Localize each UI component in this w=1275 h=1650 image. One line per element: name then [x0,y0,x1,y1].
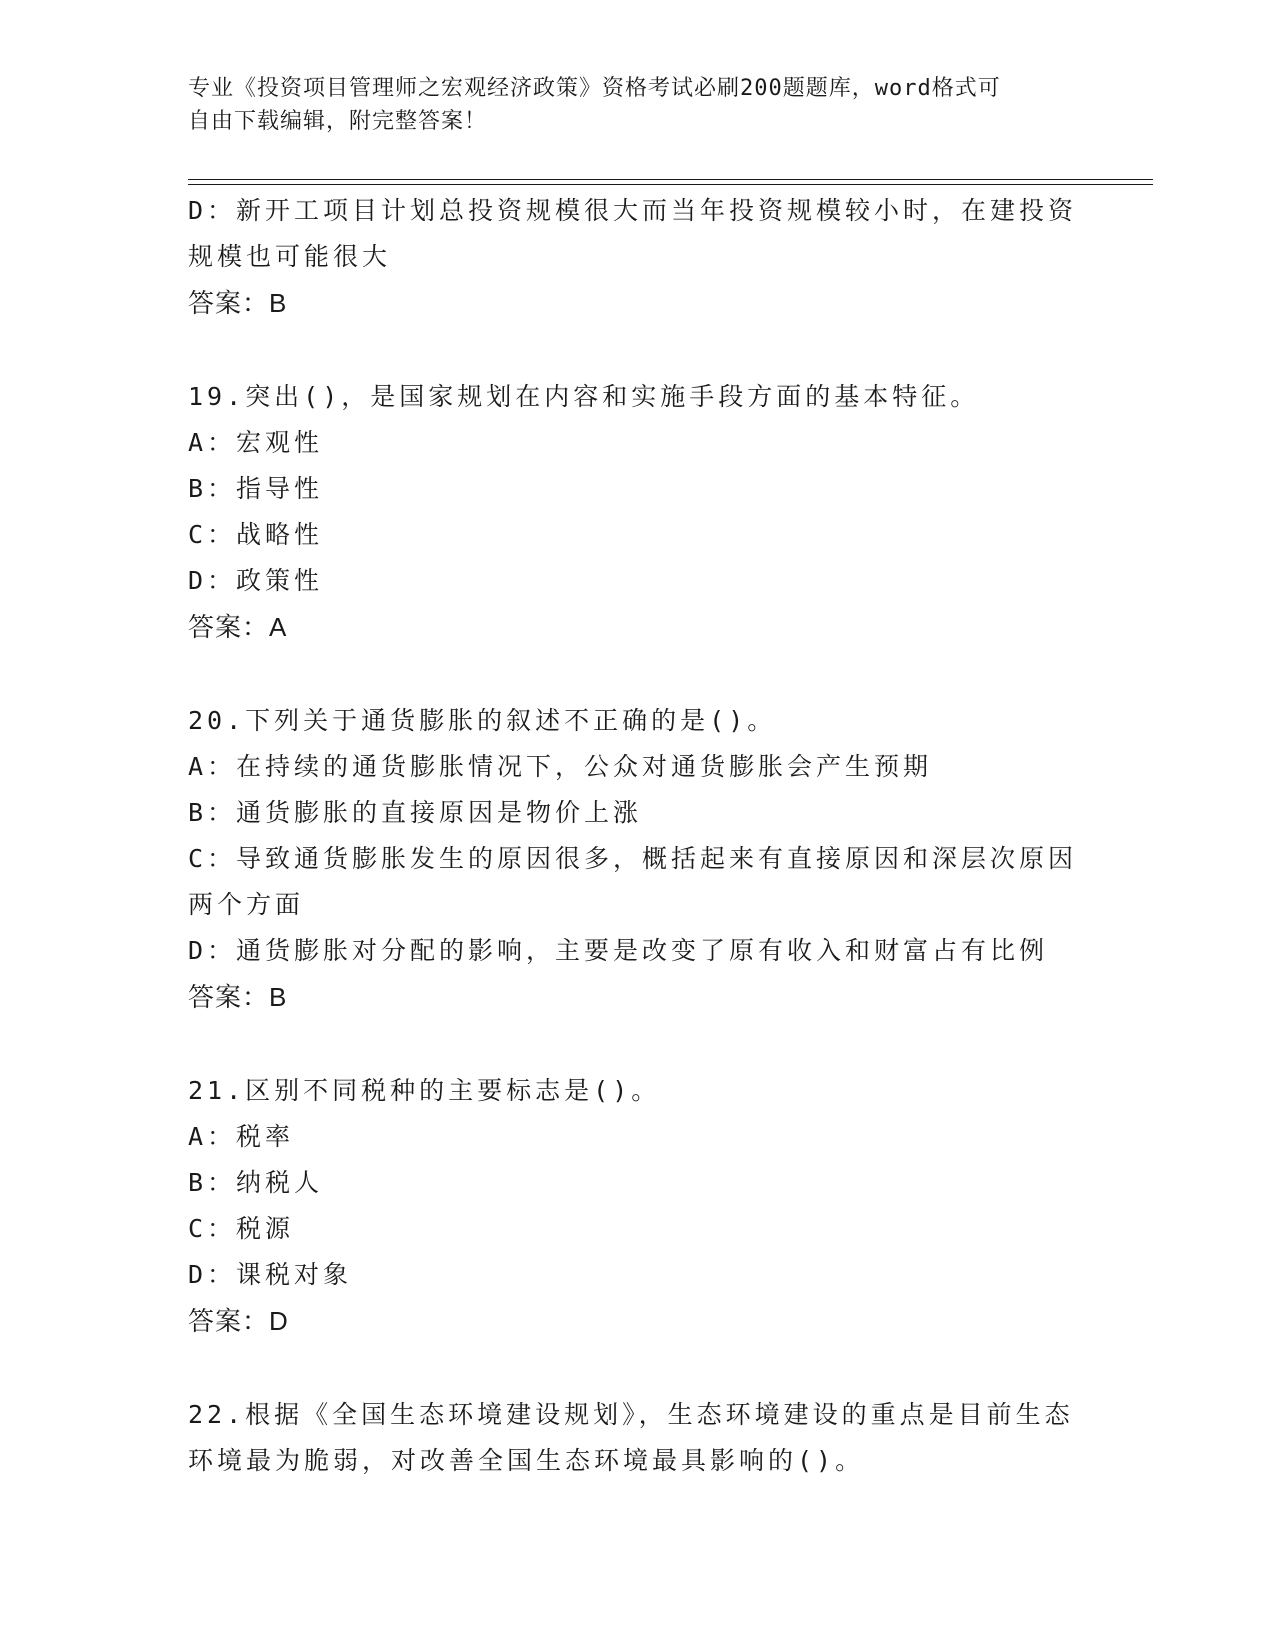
spacer [188,1344,1088,1392]
question-20 [188,698,1088,1020]
question-stem: 19.突出()，是国家规划在内容和实施手段方面的基本特征。 [188,382,980,411]
option-c: C：战略性 [188,520,324,549]
header-line-2: 自由下载编辑，附完整答案！ [188,109,488,134]
option-a: A：税率 [188,1122,295,1151]
option-c-line-2: 两个方面 [188,890,305,919]
spacer [188,650,1088,698]
question-stem: 21.区别不同税种的主要标志是()。 [188,1076,661,1105]
option-d-line-1: D：新开工项目计划总投资规模很大而当年投资规模较小时，在建投资 [188,196,1078,225]
option-d: D：政策性 [188,566,324,595]
question-stem-line-1: 22.根据《全国生态环境建设规划》，生态环境建设的重点是目前生态 [188,1400,1074,1429]
answer-label: 答案：B [188,288,288,318]
option-a: A：宏观性 [188,428,324,457]
answer-label: 答案：B [188,982,288,1012]
answer-label: 答案：D [188,1306,289,1336]
option-b: B：指导性 [188,474,324,503]
question-18-tail [188,188,1088,326]
option-b: B：纳税人 [188,1168,324,1197]
option-a: A：在持续的通货膨胀情况下，公众对通货膨胀会产生预期 [188,752,933,781]
question-19 [188,374,1088,650]
option-d: D：课税对象 [188,1260,353,1289]
spacer [188,326,1088,374]
header-line-1: 专业《投资项目管理师之宏观经济政策》资格考试必刷200题题库，word格式可 [188,76,1001,101]
option-c-line-1: C：导致通货膨胀发生的原因很多，概括起来有直接原因和深层次原因 [188,844,1078,873]
document-header [188,72,1068,138]
question-stem-line-2: 环境最为脆弱，对改善全国生态环境最具影响的()。 [188,1446,865,1475]
header-divider-bottom [188,184,1153,185]
spacer [188,1020,1088,1068]
option-d: D：通货膨胀对分配的影响，主要是改变了原有收入和财富占有比例 [188,936,1049,965]
header-divider-top [188,179,1153,180]
question-stem: 20.下列关于通货膨胀的叙述不正确的是()。 [188,706,777,735]
option-c: C：税源 [188,1214,295,1243]
answer-label: 答案：A [188,612,288,642]
option-d-line-2: 规模也可能很大 [188,242,392,271]
question-list [188,188,1088,1484]
question-21 [188,1068,1088,1344]
question-22 [188,1392,1088,1484]
option-b: B：通货膨胀的直接原因是物价上涨 [188,798,643,827]
